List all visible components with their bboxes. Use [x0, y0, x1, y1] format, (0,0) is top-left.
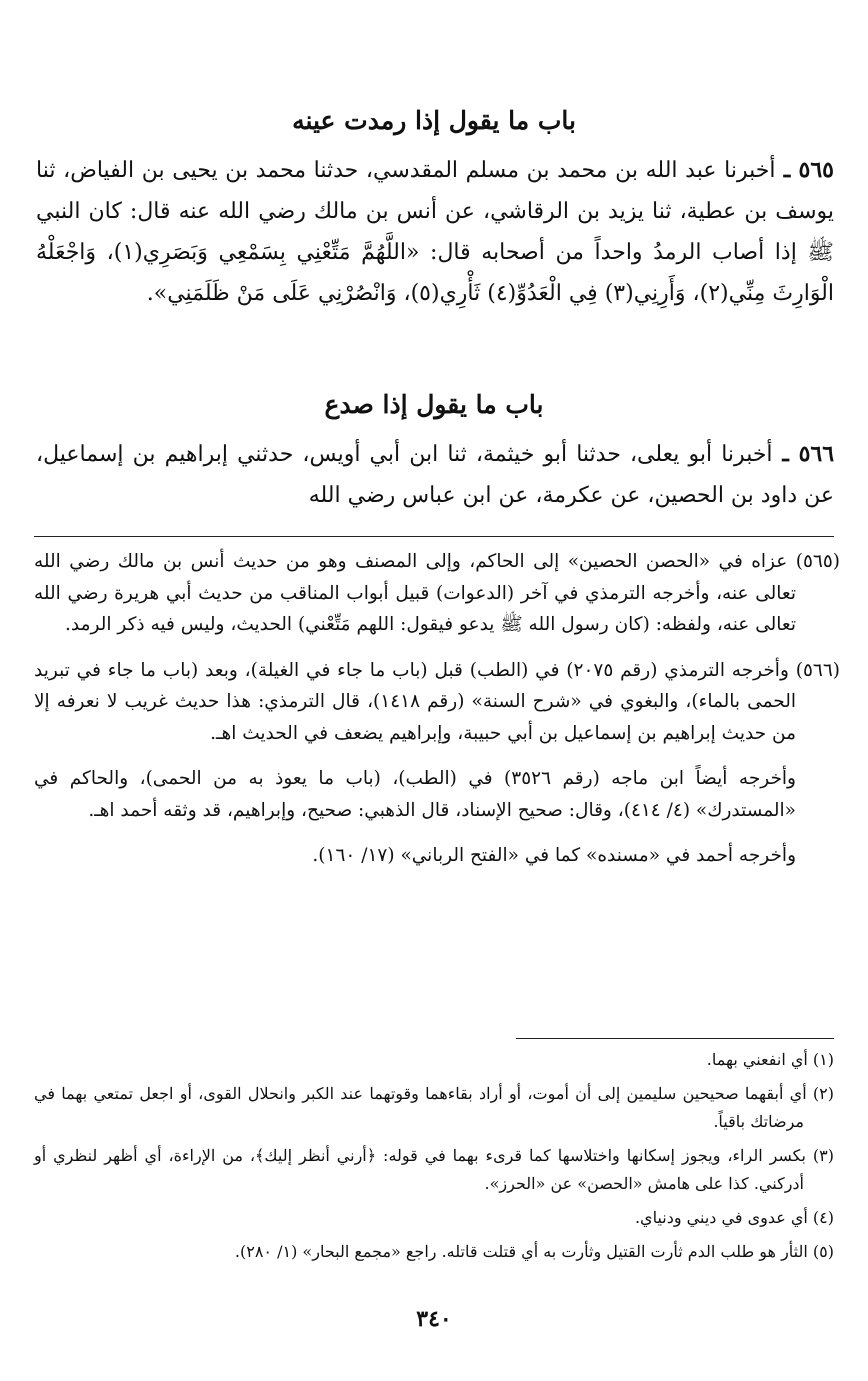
hadith-565 — [36, 150, 834, 314]
hadith-number: ٥٦٦ ـ — [772, 441, 835, 467]
note-566-continuation: وأخرجه أيضاً ابن ماجه (رقم ٣٥٢٦) في (الطب)، (باب ما يعوذ به من الحمى)، والحاكم في «المستدرك» (٤/ ٤١٤)، وقال: صحيح الإسناد، قال الذهبي: صحيح، وإبراهيم، قد وثقه أحمد اهـ. — [34, 768, 796, 821]
hadith-text: أخبرنا عبد الله بن محمد بن مسلم المقدسي، حدثنا محمد بن يحيى بن الفياض، ثنا يوسف بن عطية، ثنا يزيد بن الرقاشي، عن أنس بن مالك رضي الله عنه قال: كان النبي ﷺ إذا أصاب الرمدُ واحداً من أصحابه قال: «اللَّهُمَّ مَتِّعْنِي بِسَمْعِي وَبَصَرِي(١)، وَاجْعَلْهُ الْوَارِثَ مِنِّي(٢)، وَأَرِنِي(٣) فِي الْعَدُوِّ(٤) ثَأْرِي(٥)، وَانْصُرْنِي عَلَى مَنْ ظَلَمَنِي». — [36, 158, 834, 306]
notes-divider — [34, 536, 834, 537]
hadith-text: أخبرنا أبو يعلى، حدثنا أبو خيثمة، ثنا ابن أبي أويس، حدثني إبراهيم بن إسماعيل، عن داود بن الحصين، عن عكرمة، عن ابن عباس رضي الله — [36, 442, 834, 508]
note-566: (٥٦٦) وأخرجه الترمذي (رقم ٢٠٧٥) في (الطب) قبل (باب ما جاء في الغيلة)، وبعد (باب ما جاء في تبريد الحمى بالماء)، والبغوي في «شرح السنة» (رقم ١٤١٨)، قال الترمذي: هذا حديث غريب لا نعرفه إلا من حديث إبراهيم بن إسماعيل بن أبي حبيبة، وإبراهيم يضعف في الحديث اهـ. — [34, 659, 840, 744]
chapter-heading-headache: باب ما يقول إذا صدع — [324, 390, 544, 419]
hadith-number: ٥٦٥ ـ — [775, 157, 834, 183]
footnote-5: (٥) الثأر هو طلب الدم ثأرت القتيل وثأرت به أي قتلت قاتله. راجع «مجمع البحار» (١/ ٢٨٠). — [234, 1242, 834, 1261]
footnotes — [34, 1046, 834, 1272]
footnote-2: (٢) أي أبقهما صحيحين سليمين إلى أن أموت، أو أراد بقاءهما وقوتهما عند الكبر وانحلال القوى، أو اجعل تمتعي بهما في مرضاتك باقياً. — [34, 1084, 835, 1131]
footnote-3: (٣) بكسر الراء، ويجوز إسكانها واختلاسها كما قرىء بهما في قوله: ﴿أرني أنظر إليك﴾، من الإراءة، أي أظهر لنظري أو أدركني. كذا على هامش «الحصن» عن «الحرز». — [34, 1146, 834, 1193]
footnote-4: (٤) أي عدوى في ديني ودنياي. — [634, 1208, 834, 1227]
footnotes-divider — [516, 1038, 834, 1039]
hadith-566 — [36, 434, 834, 516]
chapter-heading-eye-inflammation: باب ما يقول إذا رمدت عينه — [292, 106, 576, 135]
footnote-1: (١) أي انفعني بهما. — [706, 1050, 834, 1069]
commentary-notes — [34, 546, 840, 886]
note-566-continuation: وأخرجه أحمد في «مسنده» كما في «الفتح الرباني» (١٧/ ١٦٠). — [312, 845, 796, 866]
page-number: ٣٤٠ — [416, 1306, 452, 1332]
note-565: (٥٦٥) عزاه في «الحصن الحصين» إلى الحاكم، وإلى المصنف وهو من حديث أنس بن مالك رضي الله تعالى عنه، وأخرجه الترمذي في آخر (الدعوات) قبيل أبواب المناقب من حديث أبي هريرة رضي الله تعالى عنه، ولفظه: (كان رسول الله ﷺ يدعو فيقول: اللهم مَتِّعْني) الحديث، وليس فيه ذكر الرمد. — [34, 551, 840, 635]
